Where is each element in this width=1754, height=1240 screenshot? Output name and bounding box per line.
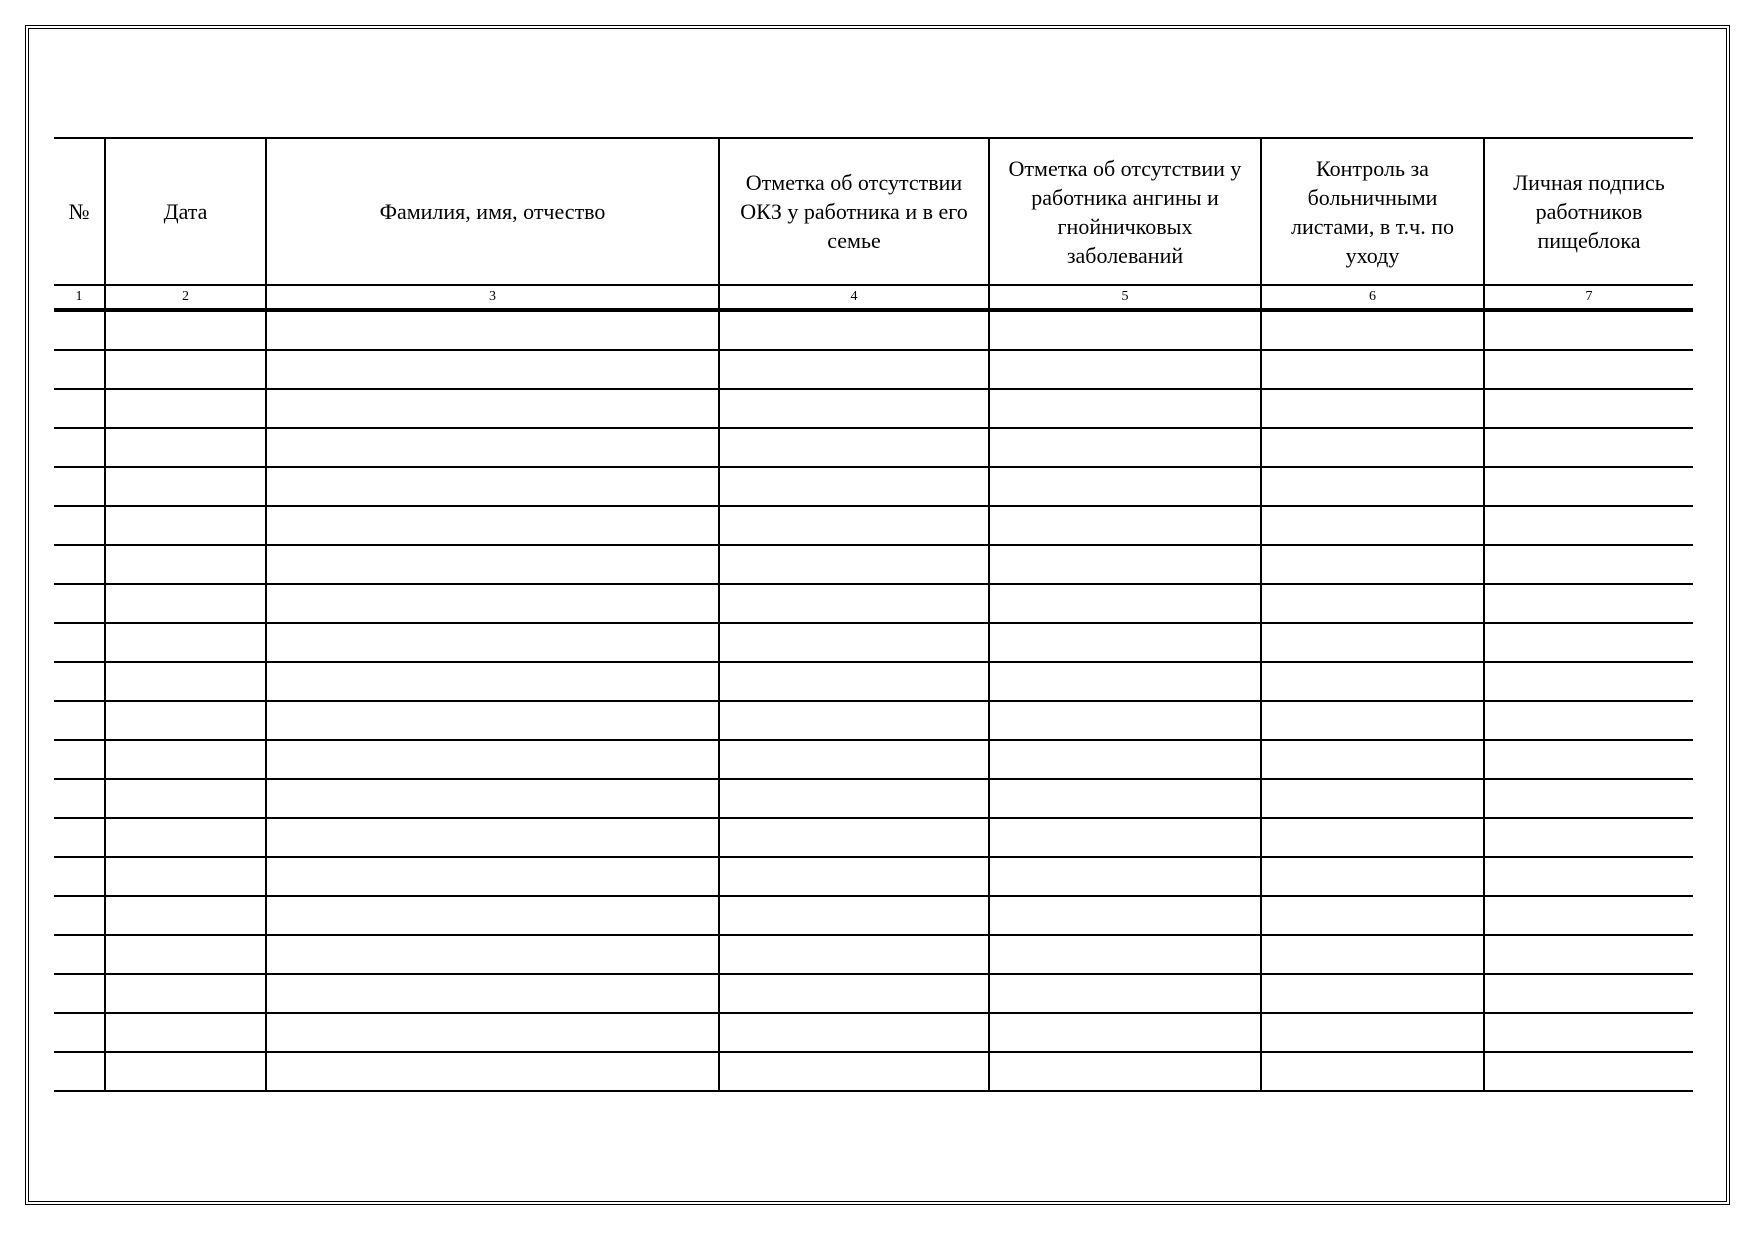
table-cell (266, 779, 719, 818)
table-cell (54, 310, 105, 350)
table-cell (989, 428, 1261, 467)
table-body (54, 310, 1693, 1091)
table-cell (266, 896, 719, 935)
table-cell (719, 818, 989, 857)
table-cell (1261, 1013, 1484, 1052)
table-cell (266, 935, 719, 974)
table-row (54, 818, 1693, 857)
table-cell (989, 310, 1261, 350)
table-cell (266, 857, 719, 896)
table-cell (719, 779, 989, 818)
table-cell (1261, 584, 1484, 623)
table-cell (54, 974, 105, 1013)
header-number: № (54, 138, 105, 285)
table-cell (719, 623, 989, 662)
table-cell (266, 350, 719, 389)
table-cell (719, 506, 989, 545)
table-cell (54, 467, 105, 506)
table-cell (719, 701, 989, 740)
table-cell (989, 506, 1261, 545)
table-cell (719, 389, 989, 428)
table-cell (105, 623, 266, 662)
header-signature: Личная подпись работников пищеблока (1484, 138, 1693, 285)
table-cell (1484, 467, 1693, 506)
header-sick-leave-control: Контроль за больничными листами, в т.ч. по уходу (1261, 138, 1484, 285)
table-cell (1261, 818, 1484, 857)
header-date: Дата (105, 138, 266, 285)
table-cell (1484, 896, 1693, 935)
table-cell (105, 701, 266, 740)
column-number: 5 (989, 285, 1261, 310)
table-cell (105, 740, 266, 779)
table-cell (266, 584, 719, 623)
table-cell (266, 310, 719, 350)
column-number: 1 (54, 285, 105, 310)
table-cell (54, 701, 105, 740)
table-row (54, 935, 1693, 974)
table-cell (266, 662, 719, 701)
table-cell (266, 623, 719, 662)
table-cell (1261, 389, 1484, 428)
table-cell (54, 935, 105, 974)
table-cell (1484, 506, 1693, 545)
table-cell (1261, 662, 1484, 701)
table-row (54, 623, 1693, 662)
table-row (54, 506, 1693, 545)
table-cell (1261, 896, 1484, 935)
table-cell (105, 506, 266, 545)
table-cell (989, 818, 1261, 857)
table-cell (1484, 857, 1693, 896)
table-cell (266, 974, 719, 1013)
table-cell (989, 974, 1261, 1013)
table-cell (266, 1052, 719, 1091)
table-cell (54, 1052, 105, 1091)
table-row (54, 974, 1693, 1013)
table-cell (1261, 701, 1484, 740)
table-cell (989, 350, 1261, 389)
table-cell (1261, 467, 1484, 506)
table-row (54, 1013, 1693, 1052)
table-cell (54, 545, 105, 584)
table-cell (989, 1013, 1261, 1052)
table-cell (54, 623, 105, 662)
table-cell (1484, 974, 1693, 1013)
column-number: 2 (105, 285, 266, 310)
table-cell (105, 857, 266, 896)
table-row (54, 428, 1693, 467)
table-cell (1484, 779, 1693, 818)
table-cell (1484, 545, 1693, 584)
table-cell (266, 740, 719, 779)
table-cell (266, 545, 719, 584)
table-cell (1261, 545, 1484, 584)
header-okz-absence: Отметка об отсутствии ОКЗ у работника и в его семье (719, 138, 989, 285)
table-cell (105, 428, 266, 467)
table-row (54, 740, 1693, 779)
table-cell (1261, 974, 1484, 1013)
table-cell (105, 896, 266, 935)
column-number: 7 (1484, 285, 1693, 310)
table-cell (105, 1052, 266, 1091)
header-angina-absence: Отметка об отсутствии у работника ангины и гнойничковых заболеваний (989, 138, 1261, 285)
table-row (54, 350, 1693, 389)
table-cell (105, 545, 266, 584)
table-cell (266, 506, 719, 545)
table-row (54, 310, 1693, 350)
column-number: 4 (719, 285, 989, 310)
table-cell (105, 779, 266, 818)
table-cell (1484, 584, 1693, 623)
table-cell (1261, 350, 1484, 389)
table-cell (1484, 701, 1693, 740)
table-cell (54, 506, 105, 545)
table-cell (719, 935, 989, 974)
table-cell (54, 350, 105, 389)
table-cell (1261, 1052, 1484, 1091)
table-cell (54, 1013, 105, 1052)
table-cell (105, 584, 266, 623)
table-cell (266, 818, 719, 857)
table-cell (105, 310, 266, 350)
table-cell (1261, 428, 1484, 467)
table-cell (105, 662, 266, 701)
table-cell (1261, 935, 1484, 974)
table-cell (54, 428, 105, 467)
table-cell (1484, 350, 1693, 389)
header-full-name: Фамилия, имя, отчество (266, 138, 719, 285)
table-cell (54, 818, 105, 857)
table-cell (266, 428, 719, 467)
table-cell (989, 662, 1261, 701)
table-row (54, 1052, 1693, 1091)
table-cell (1261, 623, 1484, 662)
table-cell (266, 389, 719, 428)
table-cell (989, 623, 1261, 662)
table-cell (989, 701, 1261, 740)
table-cell (989, 1052, 1261, 1091)
table-cell (719, 350, 989, 389)
header-row (54, 138, 1693, 285)
table-cell (1261, 310, 1484, 350)
table-cell (54, 389, 105, 428)
table-row (54, 857, 1693, 896)
table-cell (989, 389, 1261, 428)
table-cell (719, 740, 989, 779)
table-row (54, 467, 1693, 506)
table-cell (54, 662, 105, 701)
table-cell (719, 857, 989, 896)
table-cell (1261, 779, 1484, 818)
table-cell (989, 545, 1261, 584)
table-cell (1484, 428, 1693, 467)
table-row (54, 701, 1693, 740)
table-cell (105, 818, 266, 857)
table-cell (989, 467, 1261, 506)
table-cell (719, 545, 989, 584)
table-cell (105, 935, 266, 974)
table-cell (719, 310, 989, 350)
table-cell (1261, 740, 1484, 779)
table-cell (989, 935, 1261, 974)
column-number: 3 (266, 285, 719, 310)
table-cell (266, 701, 719, 740)
table-cell (266, 467, 719, 506)
table-cell (54, 584, 105, 623)
column-number: 6 (1261, 285, 1484, 310)
table-cell (105, 1013, 266, 1052)
table-cell (719, 467, 989, 506)
table-row (54, 779, 1693, 818)
table-cell (54, 740, 105, 779)
table-row (54, 662, 1693, 701)
table-cell (105, 389, 266, 428)
journal-table (54, 137, 1693, 1092)
table-cell (1484, 389, 1693, 428)
table-cell (719, 428, 989, 467)
table-cell (1484, 310, 1693, 350)
table-cell (719, 1052, 989, 1091)
table-cell (1484, 1052, 1693, 1091)
column-number-row (54, 285, 1693, 310)
table-cell (54, 857, 105, 896)
table-cell (989, 740, 1261, 779)
table-cell (1484, 623, 1693, 662)
table-cell (989, 857, 1261, 896)
table-cell (719, 584, 989, 623)
table-cell (1484, 662, 1693, 701)
table-row (54, 389, 1693, 428)
table-row (54, 545, 1693, 584)
table-cell (1484, 935, 1693, 974)
table-cell (105, 974, 266, 1013)
table-cell (719, 896, 989, 935)
table-cell (1484, 740, 1693, 779)
table-row (54, 584, 1693, 623)
table-cell (719, 974, 989, 1013)
table-cell (989, 584, 1261, 623)
table-cell (105, 350, 266, 389)
table-cell (105, 467, 266, 506)
table-cell (54, 779, 105, 818)
table-cell (719, 662, 989, 701)
table-cell (1484, 1013, 1693, 1052)
table-cell (1484, 818, 1693, 857)
table-cell (266, 1013, 719, 1052)
table-cell (1261, 857, 1484, 896)
table-cell (719, 1013, 989, 1052)
table-cell (1261, 506, 1484, 545)
table-cell (989, 779, 1261, 818)
table-cell (54, 896, 105, 935)
table-row (54, 896, 1693, 935)
table-cell (989, 896, 1261, 935)
